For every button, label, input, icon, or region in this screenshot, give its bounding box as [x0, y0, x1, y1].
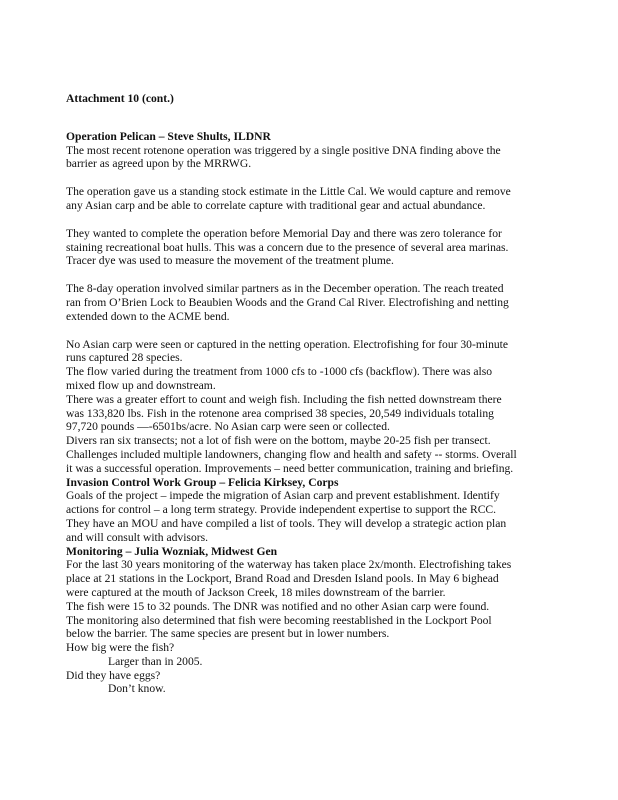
section-operation-pelican: [66, 130, 546, 476]
paragraph: [66, 227, 546, 268]
text-line: below the barrier. The same species are present but in lower numbers.: [66, 627, 390, 641]
text-line: The 8-day operation involved similar partners as in the December operation. The reach treated: [66, 282, 504, 296]
text-line: mixed flow up and downstream.: [66, 378, 216, 392]
text-line: The monitoring also determined that fish were becoming reestablished in the Lockport Pool: [66, 613, 492, 627]
section-title-invasion: Invasion Control Work Group – Felicia Kirksey, Corps: [66, 475, 339, 489]
text-line: staining recreational boat hulls. This was a concern due to the presence of several area marinas.: [66, 240, 509, 254]
document-body: [66, 92, 546, 696]
text-line: were captured at the mouth of Jackson Creek, 18 miles downstream of the barrier.: [66, 585, 446, 599]
text-line: For the last 30 years monitoring of the waterway has taken place 2x/month. Electrofishing takes: [66, 558, 512, 572]
text-line: barrier as agreed upon by the MRRWG.: [66, 157, 252, 171]
section-invasion-control: [66, 476, 546, 545]
text-line: 97,720 pounds —-6501bs/acre. No Asian carp were seen or collected.: [66, 420, 390, 434]
paragraph: [66, 185, 546, 213]
answer-line: Larger than in 2005.: [108, 654, 203, 668]
text-line: The operation gave us a standing stock estimate in the Little Cal. We would capture and remove: [66, 185, 511, 199]
text-line: The flow varied during the treatment from 1000 cfs to -1000 cfs (backflow). There was also: [66, 365, 493, 379]
text-line: They have an MOU and have compiled a list of tools. They will develop a strategic action plan: [66, 516, 507, 530]
question-line: Did they have eggs?: [66, 668, 161, 682]
text-line: was 133,820 lbs. Fish in the rotenone area comprised 38 species, 20,549 individuals totaling: [66, 406, 494, 420]
paragraph: [66, 282, 546, 323]
section-title-monitoring: Monitoring – Julia Wozniak, Midwest Gen: [66, 544, 278, 558]
text-line: it was a successful operation. Improvements – need better communication, training and briefing.: [66, 461, 514, 475]
paragraph: [66, 489, 546, 544]
answer-line: Don’t know.: [108, 682, 166, 696]
text-line: No Asian carp were seen or captured in the netting operation. Electrofishing for four 30-minute: [66, 337, 509, 351]
text-line: Tracer dye was used to measure the movement of the treatment plume.: [66, 254, 394, 268]
attachment-heading: Attachment 10 (cont.): [66, 92, 174, 105]
text-line: The fish were 15 to 32 pounds. The DNR was notified and no other Asian carp were found.: [66, 599, 490, 613]
paragraph: [66, 144, 546, 172]
text-line: ran from O’Brien Lock to Beaubien Woods and the Grand Cal River. Electrofishing and netting: [66, 295, 509, 309]
text-line: actions for control – a long term strategy. Provide independent expertise to support the RCC.: [66, 503, 497, 517]
paragraph: [66, 558, 546, 696]
text-line: Divers ran six transects; not a lot of fish were on the bottom, maybe 20-25 fish per transect.: [66, 434, 491, 448]
text-line: Challenges included multiple landowners, changing flow and health and safety -- storms. Overall: [66, 447, 517, 461]
section-monitoring: [66, 545, 546, 697]
text-line: and will consult with advisors.: [66, 530, 209, 544]
paragraph: [66, 338, 546, 476]
question-line: How big were the fish?: [66, 641, 175, 655]
text-line: any Asian carp and be able to correlate capture with traditional gear and actual abundance.: [66, 198, 486, 212]
text-line: runs captured 28 species.: [66, 351, 183, 365]
text-line: The most recent rotenone operation was triggered by a single positive DNA finding above the: [66, 143, 501, 157]
text-line: There was a greater effort to count and weigh fish. Including the fish netted downstream there: [66, 392, 502, 406]
text-line: extended down to the ACME bend.: [66, 309, 230, 323]
text-line: Goals of the project – impede the migration of Asian carp and prevent establishment. Identify: [66, 489, 500, 503]
text-line: They wanted to complete the operation before Memorial Day and there was zero tolerance for: [66, 226, 502, 240]
text-line: place at 21 stations in the Lockport, Brand Road and Dresden Island pools. In May 6 bighead: [66, 572, 499, 586]
section-title-pelican: Operation Pelican – Steve Shults, ILDNR: [66, 129, 271, 143]
